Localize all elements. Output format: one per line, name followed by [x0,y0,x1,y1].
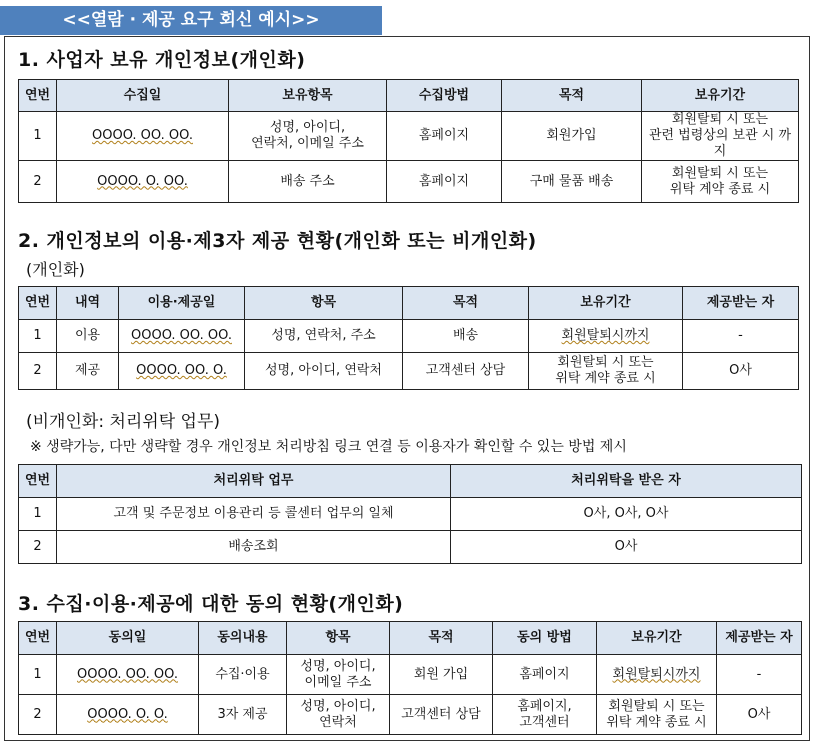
section2-note: ※ 생략가능, 다만 생략할 경우 개인정보 처리방침 링크 연결 등 이용자가 확인할 수 있는 방법 제시 [30,439,627,455]
row-number: 1 [19,320,57,353]
collection-date: OOOO. O. OO. [57,161,229,203]
table-header-row [19,287,799,320]
purpose: 배송 [403,320,529,353]
section2-table [18,286,799,390]
consent-method: 홈페이지, 고객센터 [493,695,597,735]
col-header: 목적 [502,80,642,112]
table-row [19,498,802,531]
col-header: 제공받는 자 [683,287,799,320]
table-row [19,112,799,161]
col-header: 제공받는 자 [717,622,802,655]
col-header: 항목 [287,622,390,655]
col-header: 목적 [403,287,529,320]
table-header-row [19,622,802,655]
items: 성명, 아이디, 이메일 주소 [287,655,390,695]
section2-title: 2. 개인정보의 이용·제3자 제공 현황(개인화 또는 비개인화) [18,230,537,252]
col-header: 동의 방법 [493,622,597,655]
section3-title: 3. 수집·이용·제공에 대한 동의 현황(개인화) [18,593,404,615]
section2-subtitle-nonpersonal: (비개인화: 처리위탁 업무) [26,412,221,432]
table-header-row [19,465,802,498]
col-header: 처리위탁을 받은 자 [451,465,802,498]
collection-date: OOOO. OO. OO. [57,112,229,161]
usage-date: OOOO. OO. OO. [119,320,245,353]
table-header-row [19,80,799,112]
col-header: 처리위탁 업무 [57,465,451,498]
section3-table [18,621,802,735]
outsourcing-company: O사 [451,531,802,564]
items: 성명, 연락처, 주소 [245,320,403,353]
col-header: 이용·제공일 [119,287,245,320]
col-header: 항목 [245,287,403,320]
row-number: 2 [19,353,57,390]
section1-table [18,79,799,203]
purpose: 고객센터 상담 [403,353,529,390]
recipient: - [717,655,802,695]
col-header: 연번 [19,80,57,112]
outsourced-task: 고객 및 주문정보 이용관리 등 콜센터 업무의 일체 [57,498,451,531]
col-header: 동의일 [57,622,199,655]
consent-date: OOOO. O. O. [57,695,199,735]
retention-period: 회원탈퇴 시 또는 위탁 계약 종료 시 [597,695,717,735]
col-header: 내역 [57,287,119,320]
recipient: O사 [683,353,799,390]
table-row [19,320,799,353]
row-number: 2 [19,531,57,564]
collection-method: 홈페이지 [387,112,502,161]
outsourcing-company: O사, O사, O사 [451,498,802,531]
table-row [19,353,799,390]
row-number: 2 [19,161,57,203]
col-header: 연번 [19,465,57,498]
section2-subtitle-personal: (개인화) [26,260,85,279]
purpose: 고객센터 상담 [390,695,493,735]
usage-kind: 제공 [57,353,119,390]
purpose: 구매 물품 배송 [502,161,642,203]
collection-method: 홈페이지 [387,161,502,203]
table-row [19,655,802,695]
retention-period: 회원탈퇴 시 또는 위탁 계약 종료 시 [642,161,799,203]
row-number: 1 [19,498,57,531]
recipient: - [683,320,799,353]
col-header: 수집일 [57,80,229,112]
row-number: 1 [19,655,57,695]
retention-period: 회원탈퇴시까지 [597,655,717,695]
col-header: 연번 [19,287,57,320]
col-header: 수집방법 [387,80,502,112]
banner-tab: <<열람 · 제공 요구 회신 예시>> [0,6,382,35]
purpose: 회원가입 [502,112,642,161]
outsourced-task: 배송조회 [57,531,451,564]
table-row [19,531,802,564]
section2-outsourcing-table [18,464,802,564]
consent-method: 홈페이지 [493,655,597,695]
consent-content: 3자 제공 [199,695,287,735]
items: 성명, 아이디, 연락처 [245,353,403,390]
items: 성명, 아이디, 연락처 [287,695,390,735]
retention-period: 회원탈퇴시까지 [529,320,683,353]
consent-date: OOOO. OO. OO. [57,655,199,695]
table-row [19,695,802,735]
col-header: 보유기간 [642,80,799,112]
retention-period: 회원탈퇴 시 또는 위탁 계약 종료 시 [529,353,683,390]
col-header: 동의내용 [199,622,287,655]
usage-date: OOOO. OO. O. [119,353,245,390]
usage-kind: 이용 [57,320,119,353]
purpose: 회원 가입 [390,655,493,695]
held-items: 배송 주소 [229,161,387,203]
col-header: 연번 [19,622,57,655]
table-row [19,161,799,203]
recipient: O사 [717,695,802,735]
col-header: 보유항목 [229,80,387,112]
col-header: 목적 [390,622,493,655]
row-number: 1 [19,112,57,161]
row-number: 2 [19,695,57,735]
consent-content: 수집·이용 [199,655,287,695]
col-header: 보유기간 [529,287,683,320]
section1-title: 1. 사업자 보유 개인정보(개인화) [18,49,306,71]
col-header: 보유기간 [597,622,717,655]
retention-period: 회원탈퇴 시 또는 관련 법령상의 보관 시 까지 [642,112,799,161]
held-items: 성명, 아이디, 연락처, 이메일 주소 [229,112,387,161]
